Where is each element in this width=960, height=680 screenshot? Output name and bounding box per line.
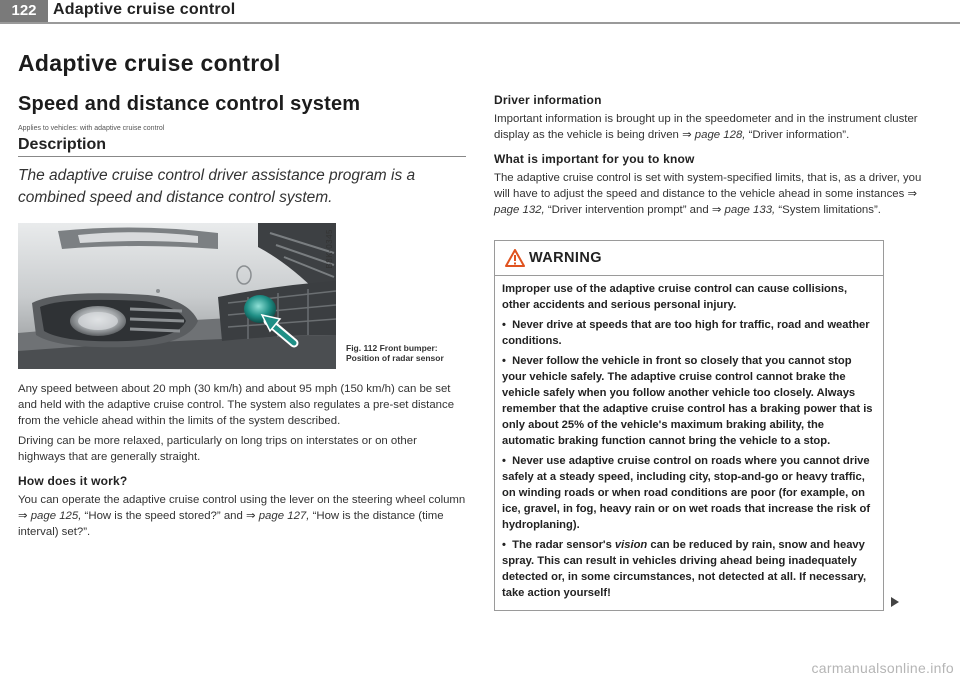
- driver-info-paragraph: [494, 111, 934, 143]
- know-paragraph: [494, 170, 934, 218]
- page-number: 122: [0, 0, 48, 22]
- continue-arrow-icon: [891, 597, 899, 607]
- warning-bullet-2: • Never follow the vehicle in front so closely that you cannot stop your vehicle safely. The adaptive cruise control cannot brake the vehicle safely when you follow another vehicle too closely. Always remember that the adaptive cruise control has a braking power that is only about 25% of the vehicle's maximum braking ability, the automatic braking function cannot bring the vehicle to a stop.: [502, 355, 873, 447]
- running-title: Adaptive cruise control: [53, 1, 236, 18]
- bumper-illustration: [18, 223, 336, 369]
- warning-bullet-1: • Never drive at speeds that are too high for traffic, road and weather conditions.: [502, 319, 870, 347]
- description-heading: Description: [18, 136, 466, 157]
- page-128-link[interactable]: ⇒ page 128,: [682, 129, 746, 141]
- caption-number: Fig. 112: [346, 343, 378, 353]
- warning-bullet-4: • The radar sensor's vision can be reduced by rain, snow and heavy spray. This can result in vehicles driving ahead being inadequately detected or, in some circumstances, not detected at all. If necessary, take action yourself!: [502, 539, 867, 599]
- watermark: carmanualsonline.info: [811, 660, 954, 676]
- how-it-works-heading: How does it work?: [18, 474, 128, 488]
- figure-row: [18, 223, 466, 369]
- know-heading: What is important for you to know: [494, 152, 695, 166]
- speed-range-paragraph: Any speed between about 20 mph (30 km/h) and about 95 mph (150 km/h) can be set and held with the adaptive cruise control. The system also regulates a pre-set distance from the vehicle ahead within the limits of the system described.: [18, 383, 455, 427]
- driver-info-text-2: “Driver information”.: [745, 129, 850, 141]
- bumper-radar-figure: [18, 223, 336, 369]
- warning-body: [495, 276, 883, 610]
- page-127-link[interactable]: ⇒ page 127,: [246, 510, 310, 522]
- how-text-1: You can operate the adaptive cruise control using the lever on the steering wheel column: [18, 494, 466, 506]
- how-text-2: “How is the speed stored?” and: [81, 510, 247, 522]
- relaxed-driving-paragraph: Driving can be more relaxed, particularly on long trips on interstates or on other highways that are generally straight.: [18, 435, 417, 463]
- warning-box: [494, 240, 884, 611]
- page-132-link[interactable]: ⇒ page 132,: [494, 188, 918, 216]
- warning-lead: Improper use of the adaptive cruise control can cause collisions, other accidents and serious personal injury.: [502, 283, 848, 311]
- know-text-1: The adaptive cruise control is set with system-specified limits, that is, as a driver, you will have to adjust the speed and distance to the vehicle ahead in some instances: [494, 172, 922, 200]
- warning-header: [495, 241, 883, 276]
- figure-code: B8K-0345: [325, 229, 334, 269]
- driver-info-text-1: Important information is brought up in the speedometer and in the instrument cluster display as the vehicle is being driven: [494, 113, 918, 141]
- page-133-link[interactable]: ⇒ page 133,: [711, 204, 776, 216]
- page-125-link[interactable]: ⇒ page 125,: [18, 510, 82, 522]
- caption-text: Front bumper: Position of radar sensor: [346, 343, 444, 363]
- intro-text: The adaptive cruise control driver assistance program is a combined speed and distance control system.: [18, 167, 416, 206]
- warning-triangle-icon: [505, 249, 525, 267]
- warning-bullet-3: • Never use adaptive cruise control on roads where you cannot drive safely at a steady speed, including city, stop-and-go or heavy traffic, on winding roads or when road conditions are poor (for example, on ice, gravel, in fog, heavy rain or on wet roads that increase the risk of hydroplaning).: [502, 455, 871, 531]
- know-text-2: “Driver intervention prompt” and: [544, 204, 712, 216]
- chapter-title: Adaptive cruise control: [18, 50, 281, 76]
- warning-title: WARNING: [529, 250, 602, 266]
- how-it-works-paragraph: [18, 492, 466, 540]
- applies-to-note: Applies to vehicles: with adaptive cruise control: [18, 125, 165, 132]
- section-title: Speed and distance control system: [18, 93, 361, 115]
- how-text-3: “How is the distance (time interval) set?”.: [18, 510, 444, 538]
- figure-caption: [346, 343, 466, 369]
- header-rule: [0, 22, 960, 24]
- right-column: [494, 93, 934, 611]
- left-column: [18, 50, 466, 540]
- know-text-3: “System limitations”.: [775, 204, 881, 216]
- driver-info-heading: Driver information: [494, 93, 602, 107]
